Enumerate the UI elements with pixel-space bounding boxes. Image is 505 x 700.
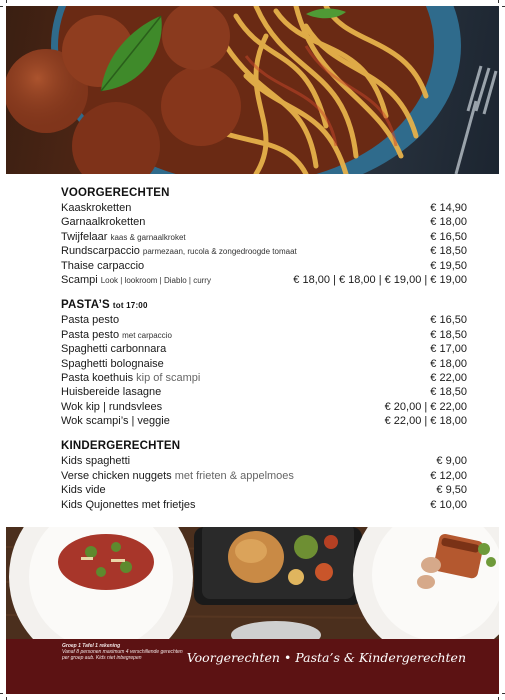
item-price: € 12,00 — [430, 469, 467, 482]
item-description: met carpaccio — [122, 330, 172, 340]
menu-item — [61, 400, 467, 414]
menu-item — [61, 483, 467, 497]
item-name: Garnaalkroketten — [61, 216, 146, 229]
item-name: Verse chicken nuggets — [61, 469, 172, 482]
footer-band — [6, 639, 499, 694]
bottom-photo-strip — [6, 527, 499, 639]
item-name: Wok scampi’s | veggie — [61, 415, 170, 428]
item-description: Look | lookroom | Diablo | curry — [100, 275, 211, 285]
item-name: Kids spaghetti — [61, 455, 131, 468]
menu-item — [61, 201, 467, 215]
footer-tagline: Voorgerechten • Pasta’s & Kindergerechten — [186, 650, 466, 665]
item-name: Huisbereide lasagne — [61, 386, 162, 399]
item-price: € 18,50 — [430, 245, 467, 258]
menu-list — [61, 186, 467, 523]
item-name: Scampi — [61, 273, 98, 286]
menu-item — [61, 244, 467, 258]
crop-mark — [0, 693, 3, 694]
item-price: € 19,50 — [430, 259, 467, 272]
section-pastas — [61, 298, 467, 428]
menu-item — [61, 385, 467, 399]
item-price: € 18,50 — [430, 386, 467, 399]
menu-item — [61, 469, 467, 483]
menu-item — [61, 273, 467, 287]
section-voorgerechten — [61, 186, 467, 287]
item-name: Pasta koethuis — [61, 371, 134, 384]
menu-item — [61, 215, 467, 229]
item-price: € 22,00 | € 18,00 — [384, 415, 467, 428]
item-name: Kaaskroketten — [61, 202, 132, 214]
item-name: Twijfelaar — [61, 230, 108, 243]
item-price: € 10,00 — [430, 498, 467, 511]
item-price: € 9,00 — [436, 455, 467, 468]
item-price: € 20,00 | € 22,00 — [384, 400, 467, 413]
menu-item — [61, 259, 467, 273]
menu-item — [61, 230, 467, 244]
section-subtitle: tot 17:00 — [112, 301, 148, 311]
section-title — [61, 439, 467, 454]
footer-note — [62, 643, 192, 661]
item-name: Kids vide — [61, 484, 106, 497]
crop-mark — [6, 0, 7, 3]
crop-mark — [498, 0, 499, 3]
item-price: € 18,00 | € 18,00 | € 19,00 | € 19,00 — [293, 273, 467, 286]
item-price: € 14,90 — [430, 202, 467, 214]
section-title — [61, 298, 467, 313]
item-price: € 18,00 — [430, 216, 467, 229]
item-name: Rundscarpaccio — [61, 245, 140, 258]
section-kindergerechten — [61, 439, 467, 512]
menu-item — [61, 357, 467, 371]
spaghetti-meatballs-illustration — [6, 6, 499, 174]
item-price: € 22,00 — [430, 371, 467, 384]
hero-photo — [6, 6, 499, 174]
menu-item — [61, 371, 467, 385]
item-description: met frieten & appelmoes — [174, 469, 294, 482]
footer-note-line: Vanaf 8 personen maximum 4 verschillende gerechten — [62, 649, 183, 655]
footer-note-line: Groep 1 Tafel 1 rekening — [62, 643, 121, 649]
item-price: € 18,50 — [430, 328, 467, 341]
item-price: € 16,50 — [430, 230, 467, 243]
menu-item — [61, 454, 467, 468]
item-price: € 18,00 — [430, 357, 467, 370]
item-name: Pasta pesto — [61, 328, 120, 341]
item-description: kaas & garnaalkroket — [110, 232, 186, 242]
item-name: Spaghetti carbonnara — [61, 343, 167, 356]
section-title — [61, 186, 467, 201]
menu-item — [61, 313, 467, 327]
item-name: Spaghetti bolognaise — [61, 357, 164, 370]
item-name: Wok kip | rundsvlees — [61, 400, 163, 413]
item-description: parmezaan, rucola & zongedroogde tomaat — [142, 247, 297, 257]
crop-mark — [0, 6, 3, 7]
item-name: Kids Qujonettes met frietjes — [61, 498, 196, 511]
menu-item — [61, 328, 467, 342]
section-title-text: VOORGERECHTEN — [61, 187, 170, 199]
item-price: € 16,50 — [430, 314, 467, 327]
item-name: Pasta pesto — [61, 314, 120, 327]
dishes-illustration — [6, 527, 499, 639]
menu-item — [61, 498, 467, 512]
item-price: € 17,00 — [430, 343, 467, 356]
menu-item — [61, 342, 467, 356]
footer-note-line: per groep aub. Kids niet inbegrepen — [62, 655, 142, 661]
item-description: kip of scampi — [136, 371, 201, 384]
item-name: Thaise carpaccio — [61, 259, 145, 272]
section-title-text: KINDERGERECHTEN — [61, 440, 181, 453]
section-title-text: PASTA’S — [61, 299, 110, 312]
menu-item — [61, 414, 467, 428]
item-price: € 9,50 — [436, 484, 467, 497]
